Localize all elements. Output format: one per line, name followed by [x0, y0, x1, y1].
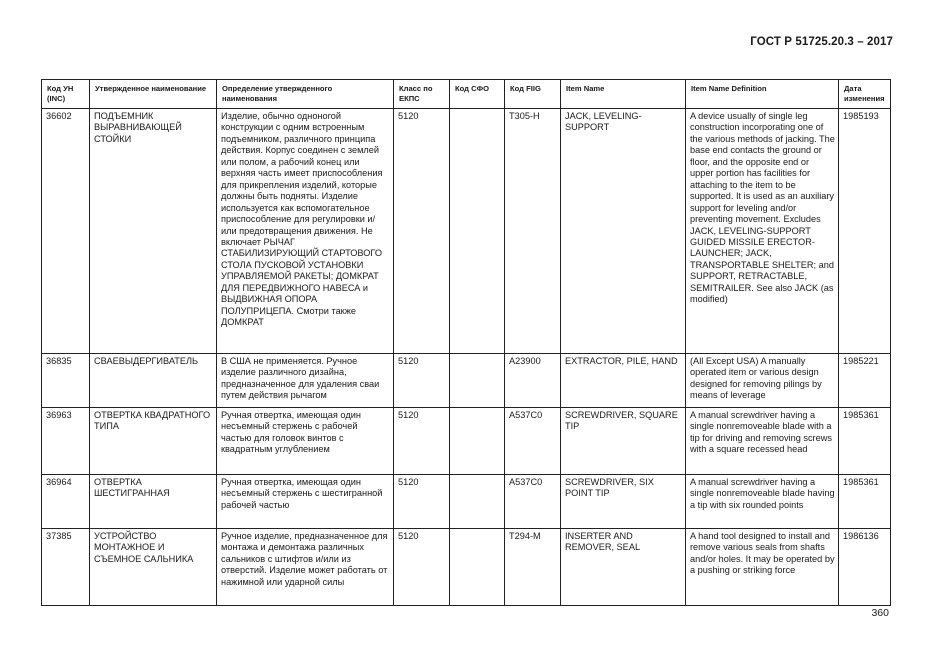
column-header-date: Дата изменения — [839, 80, 891, 109]
column-header-fiig: Код FIIG — [505, 80, 561, 109]
table-row — [42, 354, 891, 408]
cell-date: 1985193 — [839, 109, 891, 354]
table-row — [42, 109, 891, 354]
cell-code: 36602 — [42, 109, 90, 354]
cell-class: 5120 — [394, 529, 450, 606]
cell-code: 36964 — [42, 475, 90, 529]
cell-sfo — [450, 354, 505, 408]
table-header-row — [42, 80, 891, 109]
table-row — [42, 408, 891, 475]
cell-sfo — [450, 109, 505, 354]
cell-fiig: T294-M — [505, 529, 561, 606]
cell-item-name: INSERTER AND REMOVER, SEAL — [561, 529, 686, 606]
specification-table — [41, 79, 891, 606]
cell-item-definition: A manual screwdriver having a single nonremoveable blade with a tip for driving and removing screws with a square recessed head — [686, 408, 839, 475]
table-row — [42, 475, 891, 529]
cell-name: СВАЕВЫДЕРГИВАТЕЛЬ — [90, 354, 217, 408]
cell-sfo — [450, 475, 505, 529]
cell-name: ОТВЕРТКА ШЕСТИГРАННАЯ — [90, 475, 217, 529]
cell-date: 1985361 — [839, 408, 891, 475]
column-header-class: Класс по ЕКПС — [394, 80, 450, 109]
column-header-item-definition: Item Name Definition — [686, 80, 839, 109]
table-row — [42, 529, 891, 606]
cell-item-name: SCREWDRIVER, SQUARE TIP — [561, 408, 686, 475]
cell-date: 1985221 — [839, 354, 891, 408]
cell-name: ПОДЪЕМНИК ВЫРАВНИВАЮЩЕЙ СТОЙКИ — [90, 109, 217, 354]
cell-name: УСТРОЙСТВО МОНТАЖНОЕ И СЪЕМНОЕ САЛЬНИКА — [90, 529, 217, 606]
cell-sfo — [450, 408, 505, 475]
cell-item-definition: A device usually of single leg construction incorporating one of the various methods of jacking. The base end contacts the ground or floor, and the opposite end or upper portion has facilities for attaching to the item to be supported. It is used as an auxiliary support for leveling and/or preventing movement. Excludes JACK, LEVELING-SUPPORT GUIDED MISSILE ERECTOR-LAUNCHER; JACK, TRANSPORTABLE SHELTER; and SUPPORT, RETRACTABLE, SEMITRAILER. See also JACK (as modified) — [686, 109, 839, 354]
column-header-sfo: Код СФО — [450, 80, 505, 109]
document-standard-header: ГОСТ Р 51725.20.3 – 2017 — [750, 36, 893, 48]
column-header-name: Утвержденное наименование — [90, 80, 217, 109]
cell-definition: В США не применяется. Ручное изделие различного дизайна, предназначенное для удаления сваи путем действия рычагом — [217, 354, 394, 408]
cell-item-name: EXTRACTOR, PILE, HAND — [561, 354, 686, 408]
cell-definition: Ручная отвертка, имеющая один несъемный стержень с рабочей частью для головок винтов с квадратным углублением — [217, 408, 394, 475]
cell-code: 36835 — [42, 354, 90, 408]
cell-class: 5120 — [394, 109, 450, 354]
cell-fiig: A23900 — [505, 354, 561, 408]
cell-definition: Ручная отвертка, имеющая один несъемный стержень с шестигранной рабочей частью — [217, 475, 394, 529]
cell-item-definition: A hand tool designed to install and remove various seals from shafts and/or holes. It may be operated by a pushing or striking force — [686, 529, 839, 606]
cell-code: 36963 — [42, 408, 90, 475]
cell-item-name: SCREWDRIVER, SIX POINT TIP — [561, 475, 686, 529]
cell-class: 5120 — [394, 475, 450, 529]
cell-fiig: A537C0 — [505, 475, 561, 529]
cell-item-definition: (All Except USA) A manually operated item or various design designed for removing pilings by means of leverage — [686, 354, 839, 408]
cell-name: ОТВЕРТКА КВАДРАТНОГО ТИПА — [90, 408, 217, 475]
cell-definition: Ручное изделие, предназначенное для монтажа и демонтажа различных сальников с штифтов и/или из отверстий. Изделие может работать от нажимной или ударной силы — [217, 529, 394, 606]
cell-item-definition: A manual screwdriver having a single nonremoveable blade having a tip with six rounded points — [686, 475, 839, 529]
column-header-code: Код УН (INC) — [42, 80, 90, 109]
cell-sfo — [450, 529, 505, 606]
page-number: 360 — [871, 607, 889, 619]
column-header-item-name: Item Name — [561, 80, 686, 109]
column-header-definition: Определение утвержденного наименования — [217, 80, 394, 109]
cell-fiig: T305-H — [505, 109, 561, 354]
cell-definition: Изделие, обычно одноногой конструкции с одним встроенным подъемником, различного принципа действия. Корпус соединен с землей или полом, а рабочий конец или верхняя часть имеет приспособления для прикрепления изделий, которые должны быть подняты. Изделие используется как вспомогательное приспособление для регулировки и/или предотвращения движения. Не включает РЫЧАГ СТАБИЛИЗИРУЮЩИЙ СТАРТОВОГО СТОЛА ПУСКОВОЙ УСТАНОВКИ УПРАВЛЯЕМОЙ РАКЕТЫ; ДОМКРАТ ДЛЯ ПЕРЕДВИЖНОГО НАВЕСА и ВЫДВИЖНАЯ ОПОРА ПОЛУПРИЦЕПА. Смотри также ДОМКРАТ — [217, 109, 394, 354]
cell-fiig: A537C0 — [505, 408, 561, 475]
cell-class: 5120 — [394, 408, 450, 475]
cell-code: 37385 — [42, 529, 90, 606]
cell-item-name: JACK, LEVELING-SUPPORT — [561, 109, 686, 354]
cell-date: 1985361 — [839, 475, 891, 529]
cell-date: 1986136 — [839, 529, 891, 606]
cell-class: 5120 — [394, 354, 450, 408]
